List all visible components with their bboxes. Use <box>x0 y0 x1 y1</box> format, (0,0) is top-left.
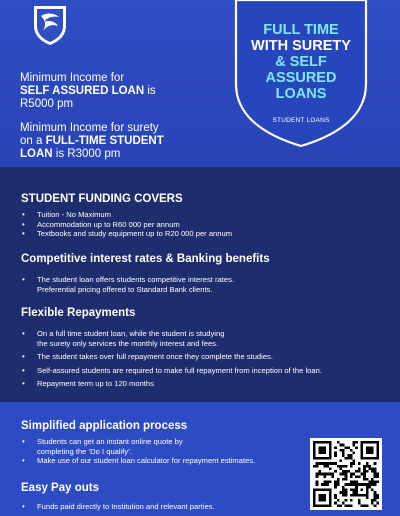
list-item: • Make use of our student loan calculator for repayment estimates. <box>20 456 310 466</box>
funding-title: STUDENT FUNDING COVERS <box>21 193 183 205</box>
list-item: • The student loan offers students competitive interest rates. Preferential pricing offered to Standard Bank clients. <box>20 275 360 294</box>
list-item: • On a full time student loan, while the student is studying the surety only services the monthly interest and fees. <box>20 329 390 348</box>
application-list <box>20 437 310 466</box>
list-item: • The student takes over full repayment once they complete the studies. <box>20 352 390 362</box>
badge-heading: FULL TIME WITH SURETY & SELF ASSURED LOANS <box>251 22 351 102</box>
standard-bank-logo-icon <box>32 4 68 46</box>
list-item: • Accommodation up to R60 000 per annum <box>20 220 360 230</box>
list-item: • Self-assured students are required to make full repayment from inception of the loan. <box>20 366 390 376</box>
badge-subtitle: STUDENT LOANS <box>272 117 330 124</box>
income-self-assured-text: Minimum Income for SELF ASSURED LOAN is R5000 pm <box>20 72 156 110</box>
list-item: • Repayment term up to 120 months <box>20 379 390 389</box>
list-item: • Textbooks and study equipment up to R20 000 per annum <box>20 229 360 239</box>
income-surety-text: Minimum Income for surety on a FULL-TIME STUDENT LOAN is R3000 pm <box>20 122 164 160</box>
payouts-title: Easy Pay outs <box>21 482 99 494</box>
repayments-list <box>20 329 390 389</box>
payouts-list <box>20 502 310 512</box>
application-title: Simplified application process <box>21 420 188 432</box>
list-item: • Students can get an instant online quote by completing the ‘Do I qualify’. <box>20 437 310 456</box>
list-item: • Tuition - No Maximum <box>20 210 360 220</box>
qr-code-pattern <box>313 441 379 507</box>
qr-code-icon[interactable] <box>310 438 382 510</box>
list-item: • Funds paid directly to Institution and relevant parties. <box>20 502 310 512</box>
header-panel <box>0 0 400 167</box>
funding-list <box>20 210 360 239</box>
rates-title: Competitive interest rates & Banking benefits <box>21 253 270 265</box>
repayments-title: Flexible Repayments <box>21 307 136 319</box>
rates-list <box>20 275 360 294</box>
